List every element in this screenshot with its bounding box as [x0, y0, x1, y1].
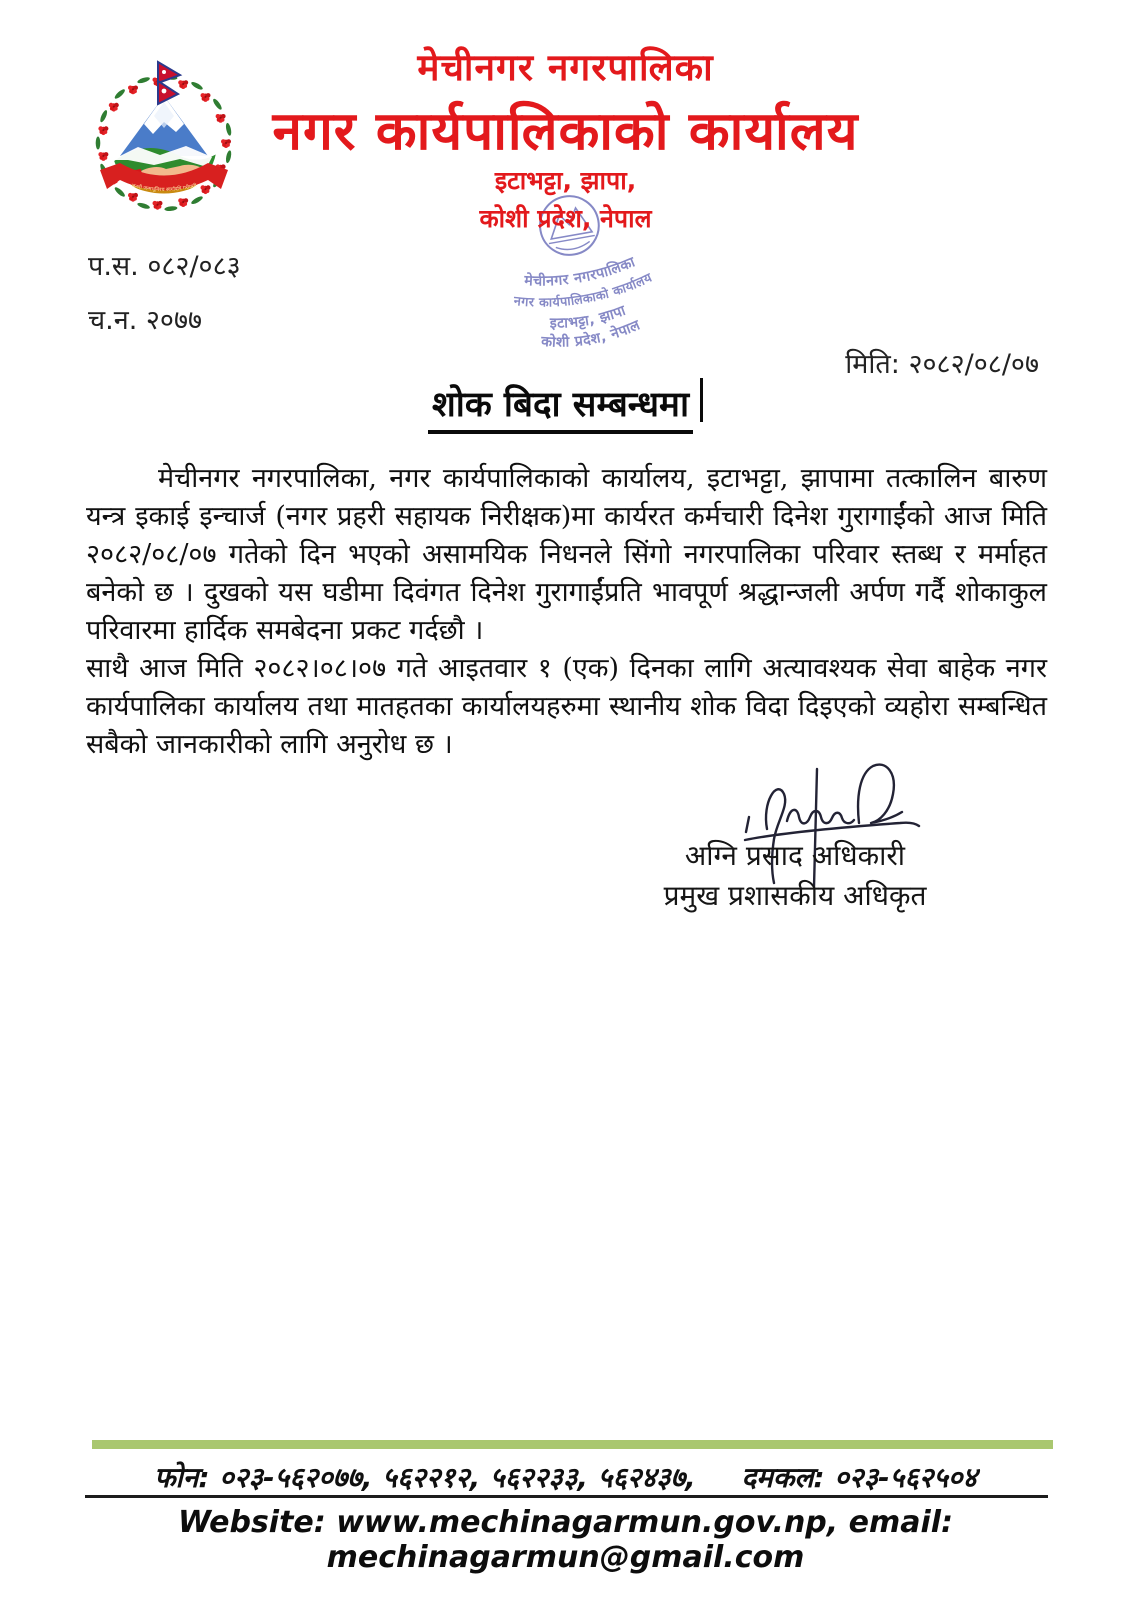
body-paragraph-1: मेचीनगर नगरपालिका, नगर कार्यपालिकाको कार्यालय, इटाभट्टा, झापामा तत्कालिन बारुण यन्त्र इकाई इन्चार्ज (नगर प्रहरी सहायक निरीक्षक)मा कार्यरत कर्मचारी दिनेश गुरागाईंको आज मिति २०८२/०८/०७ गतेको दिन भएको असामयिक निधनले सिंगो नगरपालिका परिवार स्तब्ध र मर्माहत बनेको छ । दुखको यस घडीमा दिवंगत दिनेश गुरागाईंप्रति भावपूर्ण श्रद्धान्जली अर्पण गर्दै शोकाकुल परिवारमा हार्दिक समबेदना प्रकट गर्दछौ ।	[86, 463, 1047, 646]
stamp-line-2: नगर कार्यपालिकाको कार्यालय	[513, 269, 655, 310]
signatory-role: प्रमुख प्रशासकीय अधिकृत	[663, 879, 927, 912]
body-paragraph-2: साथै आज मिति २०८२।०८।०७ गते आइतवार १ (एक) दिनका लागि अत्यावश्यक सेवा बाहेक नगर कार्यपालिका कार्यालय तथा मातहतका कार्यालयहरुमा स्थानीय शोक विदा दिइएको व्यहोरा सम्बन्धित सबैको जानकारीको लागि अनुरोध छ ।	[86, 653, 1047, 760]
letter-date: मिति: २०८२/०८/०७	[845, 349, 1039, 380]
office-name: नगर कार्यपालिकाको कार्यालय	[272, 101, 859, 162]
footer-green-bar	[92, 1440, 1053, 1449]
fire-brigade-number: ०२३-५६२५०४	[834, 1461, 978, 1494]
stamp-line-4: कोशी प्रदेश, नेपाल	[540, 317, 643, 351]
letter-body	[86, 460, 1047, 764]
stamp-line-3: इटाभट्टा, झापा	[549, 302, 629, 332]
stamp-line-1: मेचीनगर नगरपालिका	[523, 254, 638, 290]
emblem-motto: जननी जन्मभूमिश्च स्वर्गादपि गरीयसी	[130, 182, 198, 194]
text-cursor	[700, 378, 703, 422]
municipality-name: मेचीनगर नगरपालिका	[417, 46, 714, 89]
website-email-line: Website: www.mechinagarmun.gov.np, email: mechinagarmun@gmail.com	[177, 1505, 954, 1575]
signatory-name: अग्नि प्रसाद अधिकारी	[684, 839, 906, 872]
channel-number: च.न. २०७७	[88, 305, 203, 336]
phone-label: फोन:	[153, 1461, 210, 1494]
fire-brigade-label: दमकल:	[741, 1461, 825, 1494]
subject-title: शोक बिदा सम्बन्धमा	[428, 380, 693, 434]
subject-row	[0, 378, 1131, 434]
footer-divider	[85, 1495, 1048, 1498]
address-line-1: इटाभट्टा, झापा,	[494, 166, 637, 195]
phone-numbers: ०२३-५६२०७७, ५६२२१२, ५६२२३३, ५६२४३७,	[219, 1461, 696, 1494]
footer-phone-line	[85, 1458, 1046, 1496]
address-line-2: कोशी प्रदेश, नेपाल	[479, 204, 652, 233]
reference-number: प.स. ०८२/०८३	[88, 251, 241, 282]
